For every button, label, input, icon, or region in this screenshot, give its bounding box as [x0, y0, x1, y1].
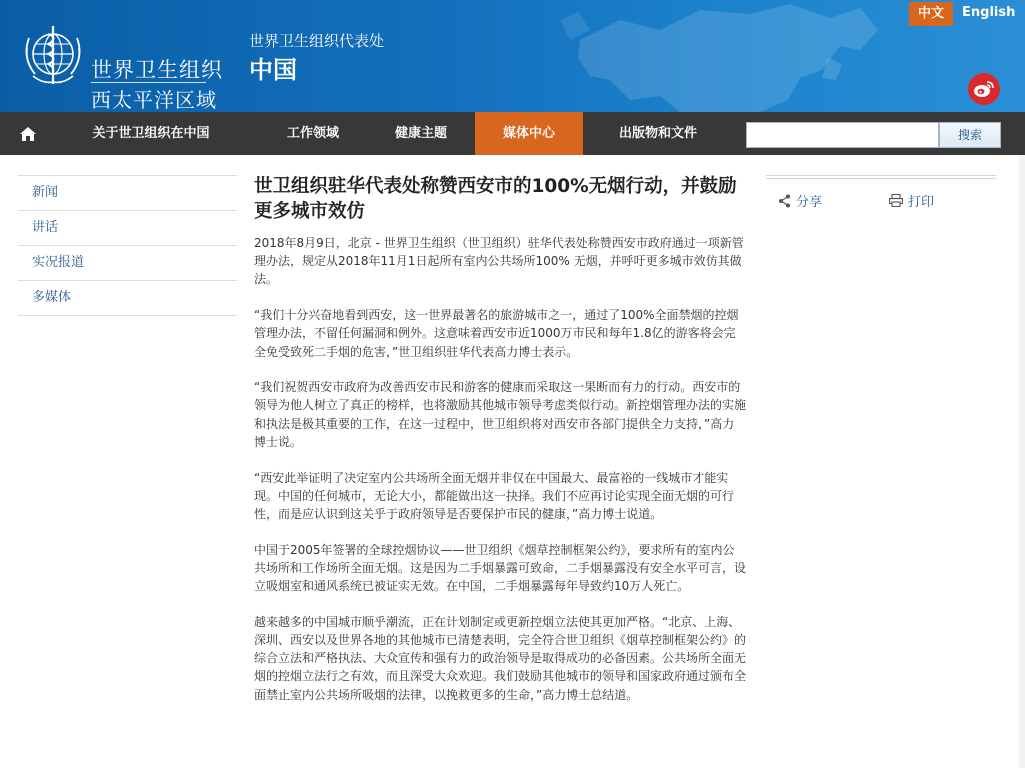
site-header [0, 0, 1025, 112]
org-name-divider [91, 82, 206, 83]
article-paragraph: “西安此举证明了决定室内公共场所全面无烟并非仅在中国最大、最富裕的一线城市才能实现。中国的任何城市，无论大小，都能做出这一抉择。我们不应再讨论实现全面无烟的可行性，而是应认识到这关乎于政府领导是否要保护市民的健康，”高力博士说道。 [254, 470, 735, 521]
share-button[interactable] [778, 191, 822, 210]
share-icon [778, 194, 791, 208]
article-paragraph: “我们祝贺西安市政府为改善西安市民和游客的健康而采取这一果断而有力的行动。西安市的领导为他人树立了真正的榜样，也将激励其他城市领导考虑类似行动。新控烟管理办法的实施和执法是极其重要的工作，在这一过程中，世卫组织将对西安市各部门提供全力支持，”高力博士说。 [254, 380, 747, 449]
article-paragraph: 中国于2005年签署的全球控烟协议——世卫组织《烟草控制框架公约》，要求所有的室内公共场所和工作场所全面无烟。这是因为二手烟暴露可致命，二手烟暴露没有安全水平可言，设立吸烟室和通风系统已被证实无效。在中国，二手烟暴露每年导致约10万人死亡。 [254, 542, 747, 594]
language-chinese-button[interactable]: 中文 [909, 2, 953, 26]
article-paragraph: 2018年8月9日，北京 - 世界卫生组织（世卫组织）驻华代表处称赞西安市政府通过一项新管理办法，规定从2018年11月1日起所有室内公共场所100% 无烟，并呼吁更多城市效仿其做法。 [254, 236, 744, 287]
tools-divider [766, 178, 996, 179]
weibo-icon[interactable] [968, 73, 1000, 105]
article-paragraph: 越来越多的中国城市顺乎潮流，正在计划制定或更新控烟立法使其更加严格。“北京、上海、深圳、西安以及世界各地的其他城市已清楚表明，完全符合世卫组织《烟草控制框架公约》的综合立法和严格执法、大众宣传和强有力的政治领导是取得成功的必备因素。公共场所全面无烟的控烟立法行之有效，而且深受大众欢迎。我们鼓励其他城市的领导和国家政府通过颁布全面禁止室内公共场所吸烟的法律，以挽救更多的生命，”高力博士总结道。 [254, 614, 747, 702]
nav-item-publications[interactable]: 出版物和文件 [618, 126, 697, 141]
search-input[interactable] [746, 122, 939, 148]
print-button[interactable] [889, 191, 934, 210]
sidebar-item-speeches[interactable]: 讲话 [18, 211, 237, 246]
who-emblem-icon[interactable] [17, 18, 89, 90]
article-paragraph: “我们十分兴奋地看到西安，这一世界最著名的旅游城市之一，通过了100%全面禁烟的控烟管理办法，不留任何漏洞和例外。这意味着西安市近1000万市民和每年1.8亿的游客将会完全免受致死二手烟的危害，”世卫组织驻华代表高力博士表示。 [254, 308, 739, 359]
office-title: 世界卫生组织代表处 [249, 32, 385, 50]
language-english-link[interactable]: English [962, 5, 1016, 20]
sidebar-item-multimedia[interactable]: 多媒体 [18, 281, 237, 316]
search-button[interactable]: 搜索 [939, 122, 1001, 148]
nav-item-media-centre[interactable]: 媒体中心 [475, 112, 583, 155]
home-icon[interactable] [18, 124, 38, 144]
article-title: 世卫组织驻华代表处称赞西安市的100%无烟行动，并鼓励更多城市效仿 [254, 176, 737, 222]
org-name-line1[interactable]: 世界卫生组织 [91, 58, 223, 82]
org-name-line2[interactable]: 西太平洋区域 [91, 88, 217, 112]
office-country: 中国 [249, 56, 297, 84]
tools-divider [766, 175, 996, 176]
article [254, 174, 746, 721]
sidebar-item-news[interactable]: 新闻 [18, 176, 237, 211]
sidebar-item-live-reports[interactable]: 实况报道 [18, 246, 237, 281]
nav-item-work-areas[interactable]: 工作领域 [286, 126, 339, 141]
scrollbar-track[interactable] [1019, 155, 1025, 768]
china-map-graphic [560, 0, 890, 112]
nav-item-health-topics[interactable]: 健康主题 [394, 126, 447, 141]
print-label: 打印 [908, 195, 935, 210]
sidebar-nav [18, 175, 237, 316]
nav-item-about[interactable]: 关于世卫组织在中国 [92, 126, 210, 141]
printer-icon [889, 194, 903, 207]
share-label: 分享 [796, 195, 823, 210]
